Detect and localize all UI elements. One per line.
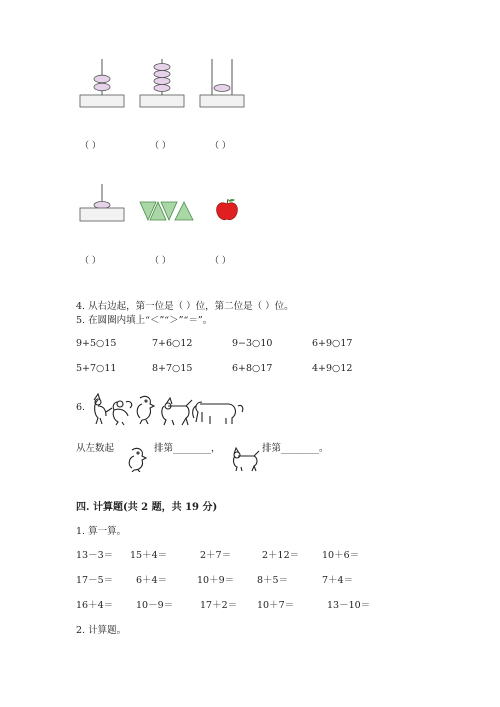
calc-item: 17－5＝: [76, 575, 114, 586]
apple-icon: [214, 198, 240, 222]
answer-paren: （ ）: [150, 256, 171, 266]
compare-item: 7+6○12: [152, 338, 193, 349]
question-5: 5. 在圆圈内填上“＜”“＞”“＝”。: [76, 315, 213, 326]
section-4-question-1: 1. 算一算。: [76, 526, 127, 537]
answer-paren: （ ）: [150, 141, 171, 151]
section-4-question-2: 2. 计算题。: [76, 625, 127, 636]
question-4: 4. 从右边起，第一位是（ ）位，第二位是（ ）位。: [76, 301, 294, 312]
abacus-figure-1: [78, 57, 128, 109]
compare-item: 6+9○17: [312, 338, 353, 349]
section-4-title: 四. 计算题(共 2 题，共 19 分): [76, 502, 218, 513]
calc-item: 8＋5＝: [257, 575, 289, 586]
calc-item: 10－9＝: [136, 600, 174, 611]
question-6-prefix: 从左数起: [76, 443, 115, 454]
bird-icon: [126, 446, 152, 472]
question-6-blank-2: 排第________。: [262, 443, 329, 454]
answer-paren: （ ）: [210, 141, 231, 151]
compare-item: 5+7○11: [76, 363, 117, 374]
calc-item: 17＋2＝: [200, 600, 238, 611]
calc-item: 13－10＝: [327, 600, 371, 611]
abacus-figure-2: [138, 57, 188, 109]
animals-illustration: [90, 392, 246, 426]
calc-item: 6＋4＝: [136, 575, 168, 586]
calc-item: 10＋6＝: [322, 550, 360, 561]
calc-item: 7＋4＝: [322, 575, 354, 586]
compare-item: 6+8○17: [232, 363, 273, 374]
calc-item: 2＋12＝: [262, 550, 300, 561]
abacus-figure-4: [78, 182, 128, 224]
calc-item: 10＋7＝: [257, 600, 295, 611]
answer-paren: （ ）: [80, 256, 101, 266]
calc-item: 10＋9＝: [197, 575, 235, 586]
triangles-figure: [139, 200, 195, 222]
compare-item: 9−3○10: [232, 338, 273, 349]
calc-item: 2＋7＝: [200, 550, 232, 561]
compare-item: 8+7○15: [152, 363, 193, 374]
compare-item: 4+9○12: [312, 363, 353, 374]
answer-paren: （ ）: [210, 256, 231, 266]
calc-item: 16＋4＝: [76, 600, 114, 611]
calc-item: 15＋4＝: [130, 550, 168, 561]
question-6-number: 6.: [76, 402, 86, 413]
calc-item: 13－3＝: [76, 550, 114, 561]
compare-item: 9+5○15: [76, 338, 117, 349]
question-6-blank-1: 排第________，: [154, 443, 221, 454]
abacus-figure-3: [198, 57, 248, 109]
cat-icon: [232, 446, 260, 472]
answer-paren: （ ）: [80, 141, 101, 151]
